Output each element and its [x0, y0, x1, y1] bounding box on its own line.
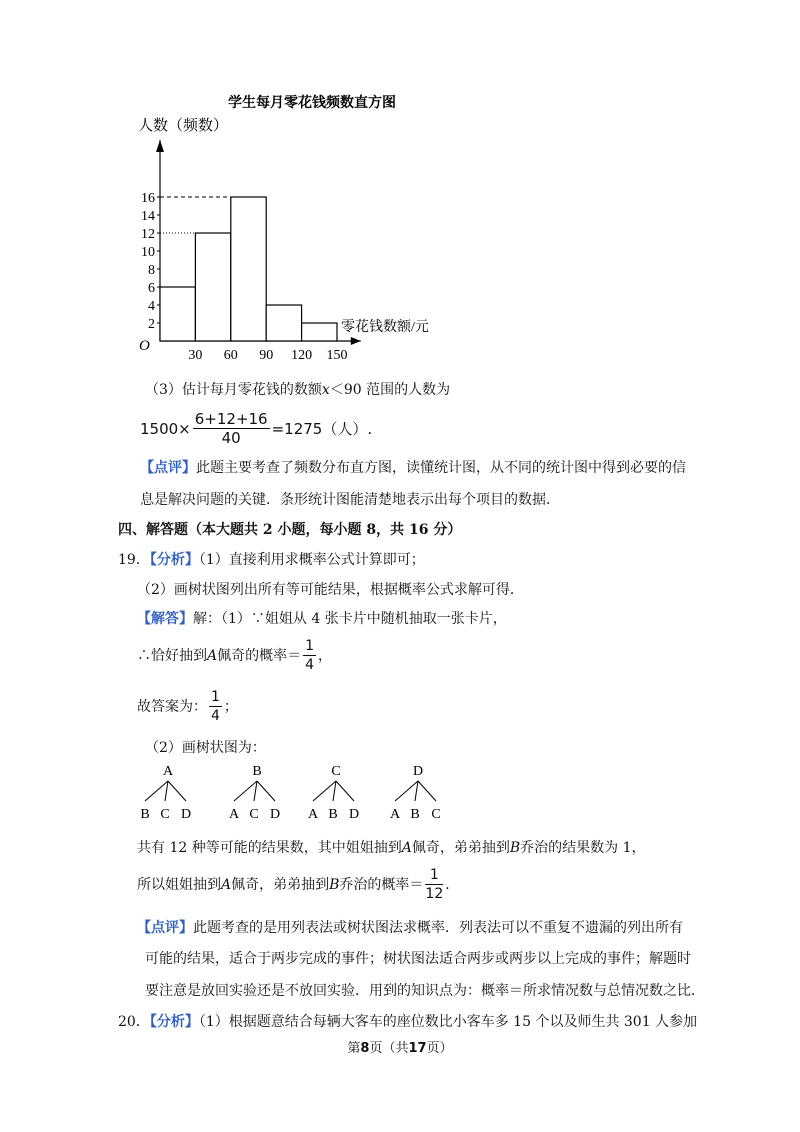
q20-analysis-tag: 【分析】: [149, 1014, 199, 1030]
comment1-text1: 此题主要考查了频数分布直方图，读懂统计图，从不同的统计图中得到必要的信: [196, 460, 686, 476]
histogram-bar: [266, 305, 301, 341]
q19-s6-den: 12: [425, 886, 444, 902]
tree-leaf-label: D: [348, 807, 360, 822]
tree-branch: [336, 781, 354, 801]
y-tick-label: 8: [148, 263, 155, 278]
x-tick-label: 30: [188, 348, 203, 363]
q3-text-a: （3）估计每月零花钱的数额: [145, 382, 322, 398]
q19-s6-fraction: [425, 866, 443, 903]
x-tick-label: 150: [326, 348, 348, 363]
q19-solution-line5: [137, 838, 646, 858]
tree-leaf-label: B: [410, 807, 420, 822]
q20-text: （1）根据题意结合每辆大客车的座位数比小客车多 15 个以及师生共 301 人参加: [198, 1014, 698, 1030]
histogram-bar: [160, 287, 195, 341]
tree-branch: [165, 781, 168, 801]
q19-s2-var: A: [207, 647, 218, 664]
y-axis-label: 人数（频数）: [138, 118, 229, 134]
tree-root-label: A: [162, 764, 174, 779]
q19-s2-den: 4: [305, 657, 315, 673]
y-tick-label: 4: [148, 299, 155, 314]
q3-text-b: ＜90 范围的人数为: [329, 382, 451, 398]
q3-eq-left: 1500×: [140, 419, 191, 438]
histogram-bar: [302, 323, 337, 341]
tree-branch: [254, 781, 257, 801]
q19-s5a: 共有 12 种等可能的结果数，其中姐姐抽到: [137, 840, 402, 856]
footer-b: 页（共: [369, 1041, 409, 1056]
origin-label: O: [139, 338, 150, 354]
tree-branch: [418, 781, 436, 801]
tree-diagram: [0, 760, 800, 830]
q3-var: x: [321, 382, 330, 398]
tree-leaf-label: C: [431, 807, 441, 822]
y-tick-label: 2: [148, 317, 155, 332]
tree-branch: [257, 781, 275, 801]
q19-s3a: 故答案为：: [137, 698, 207, 715]
tree-branch: [415, 781, 418, 801]
comment-tag: 【点评】: [140, 460, 196, 476]
comment1-line1: [140, 458, 686, 478]
x-tick-label: 90: [259, 348, 274, 363]
q19-analysis-line1: [118, 550, 425, 570]
probability-tree: [140, 764, 191, 822]
q19-s6c: 乔治的概率＝: [339, 876, 424, 893]
q19-comment-line1: [137, 918, 683, 938]
q19-comment-tag: 【点评】: [137, 920, 193, 936]
answer-tag: 【解答】: [137, 611, 193, 627]
q19-s2-num: 1: [305, 638, 315, 654]
histogram-chart: [0, 0, 800, 370]
footer-c: 页）: [426, 1041, 453, 1056]
q19-s1: 解：（1）∵姐姐从 4 张卡片中随机抽取一张卡片，: [193, 611, 507, 627]
x-axis-arrow: [351, 337, 361, 345]
section-heading: 四、解答题（本大题共 2 小题，每小题 8，共 16 分）: [118, 522, 462, 538]
y-tick-label: 14: [141, 209, 155, 224]
q19-s5b: 佩奇，弟弟抽到: [411, 840, 510, 856]
y-tick-label: 12: [141, 227, 155, 242]
q19-s2c: ，: [318, 647, 333, 664]
page-footer: [0, 1037, 800, 1056]
tree-branch: [313, 781, 336, 801]
tree-leaf-label: C: [160, 807, 170, 822]
tree-leaf-label: B: [140, 807, 150, 822]
probability-tree: [229, 764, 280, 822]
q3-equation: [140, 410, 372, 447]
x-tick-label: 60: [223, 348, 238, 363]
q19-s6d: ．: [445, 876, 460, 893]
q19-s2-fraction: [303, 637, 316, 674]
footer-a: 第: [347, 1041, 361, 1056]
q19-s5-var2: B: [509, 840, 521, 856]
q19-analysis-a2: （2）画树状图列出所有等可能结果，根据概率公式求解可得．: [137, 582, 524, 598]
q19-s6-var2: B: [329, 876, 340, 893]
tree-root-label: C: [331, 764, 341, 779]
tree-branch: [168, 781, 186, 801]
q19-solution-line3: [137, 688, 238, 725]
q19-c3: 要注意是放回实验还是不放回实验．用到的知识点为：概率＝所求情况数与总情况数之比．: [145, 983, 705, 999]
y-tick-label: 16: [141, 191, 155, 206]
y-tick-label: 6: [148, 281, 155, 296]
q3-fraction: [193, 410, 270, 447]
tree-branch: [395, 781, 418, 801]
x-axis-label: 零花钱数额/元: [341, 320, 429, 335]
tree-leaf-label: C: [249, 807, 259, 822]
q19-s3-fraction: [209, 688, 222, 725]
probability-tree: [390, 764, 441, 822]
tree-branch: [234, 781, 257, 801]
q19-s6a: 所以姐姐抽到: [137, 876, 221, 893]
q3-frac-den: 40: [221, 429, 241, 447]
chart-title: 学生每月零花钱频数直方图: [228, 96, 396, 111]
q19-solution-line6: [137, 866, 459, 903]
histogram-bar: [195, 233, 230, 341]
q19-s2b: 佩奇的概率＝: [217, 647, 302, 664]
q3-eq-right: =1275（人）.: [271, 420, 373, 438]
y-tick-label: 10: [141, 245, 155, 260]
q19-s2a: ∴恰好抽到: [137, 647, 207, 664]
probability-tree: [308, 764, 359, 822]
x-tick-label: 120: [291, 348, 313, 363]
q19-s6-num: 1: [425, 866, 443, 885]
q19-s5c: 乔治的结果数为 1，: [520, 840, 646, 856]
q3-frac-num: 6+12+16: [194, 410, 268, 428]
q19-s3-num: 1: [211, 689, 220, 705]
q19-s3-den: 4: [211, 708, 220, 724]
q19-s6-var1: A: [221, 876, 232, 893]
tree-leaf-label: A: [228, 807, 240, 822]
analysis-tag: 【分析】: [149, 552, 199, 568]
q19-s4: （2）画树状图为：: [145, 740, 266, 756]
q19-solution-line1: [137, 609, 507, 629]
q19-s3c: ；: [223, 698, 238, 715]
tree-leaf-label: D: [180, 807, 192, 822]
q19-s6b: 佩奇，弟弟抽到: [231, 876, 330, 893]
tree-leaf-label: A: [307, 807, 319, 822]
footer-page-number: 8: [360, 1041, 370, 1056]
y-axis-arrow: [156, 140, 164, 152]
tree-leaf-label: B: [328, 807, 338, 822]
q19-analysis-a1: （1）直接利用求概率公式计算即可；: [198, 552, 425, 568]
footer-total-pages: 17: [408, 1041, 427, 1056]
histogram-bar: [231, 197, 266, 341]
q19-c2: 可能的结果，适合于两步完成的事件；树状图法适合两步或两步以上完成的事件；解题时: [145, 951, 691, 967]
tree-branch: [145, 781, 168, 801]
tree-root-label: D: [412, 764, 424, 779]
q19-c1: 此题考查的是用列表法或树状图法求概率．列表法可以不重复不遗漏的列出所有: [193, 920, 683, 936]
tree-leaf-label: D: [269, 807, 281, 822]
q19-s5-var1: A: [401, 840, 412, 856]
tree-leaf-label: A: [389, 807, 401, 822]
q20-line1: [118, 1012, 697, 1032]
q3-line: [145, 380, 450, 400]
tree-branch: [333, 781, 336, 801]
q20-number: 20．: [118, 1014, 150, 1030]
tree-root-label: B: [252, 764, 262, 779]
q19-solution-line2: [137, 637, 332, 674]
comment1-line2: 息是解决问题的关键．条形统计图能清楚地表示出每个项目的数据．: [140, 492, 560, 508]
q19-number: 19．: [118, 552, 150, 568]
